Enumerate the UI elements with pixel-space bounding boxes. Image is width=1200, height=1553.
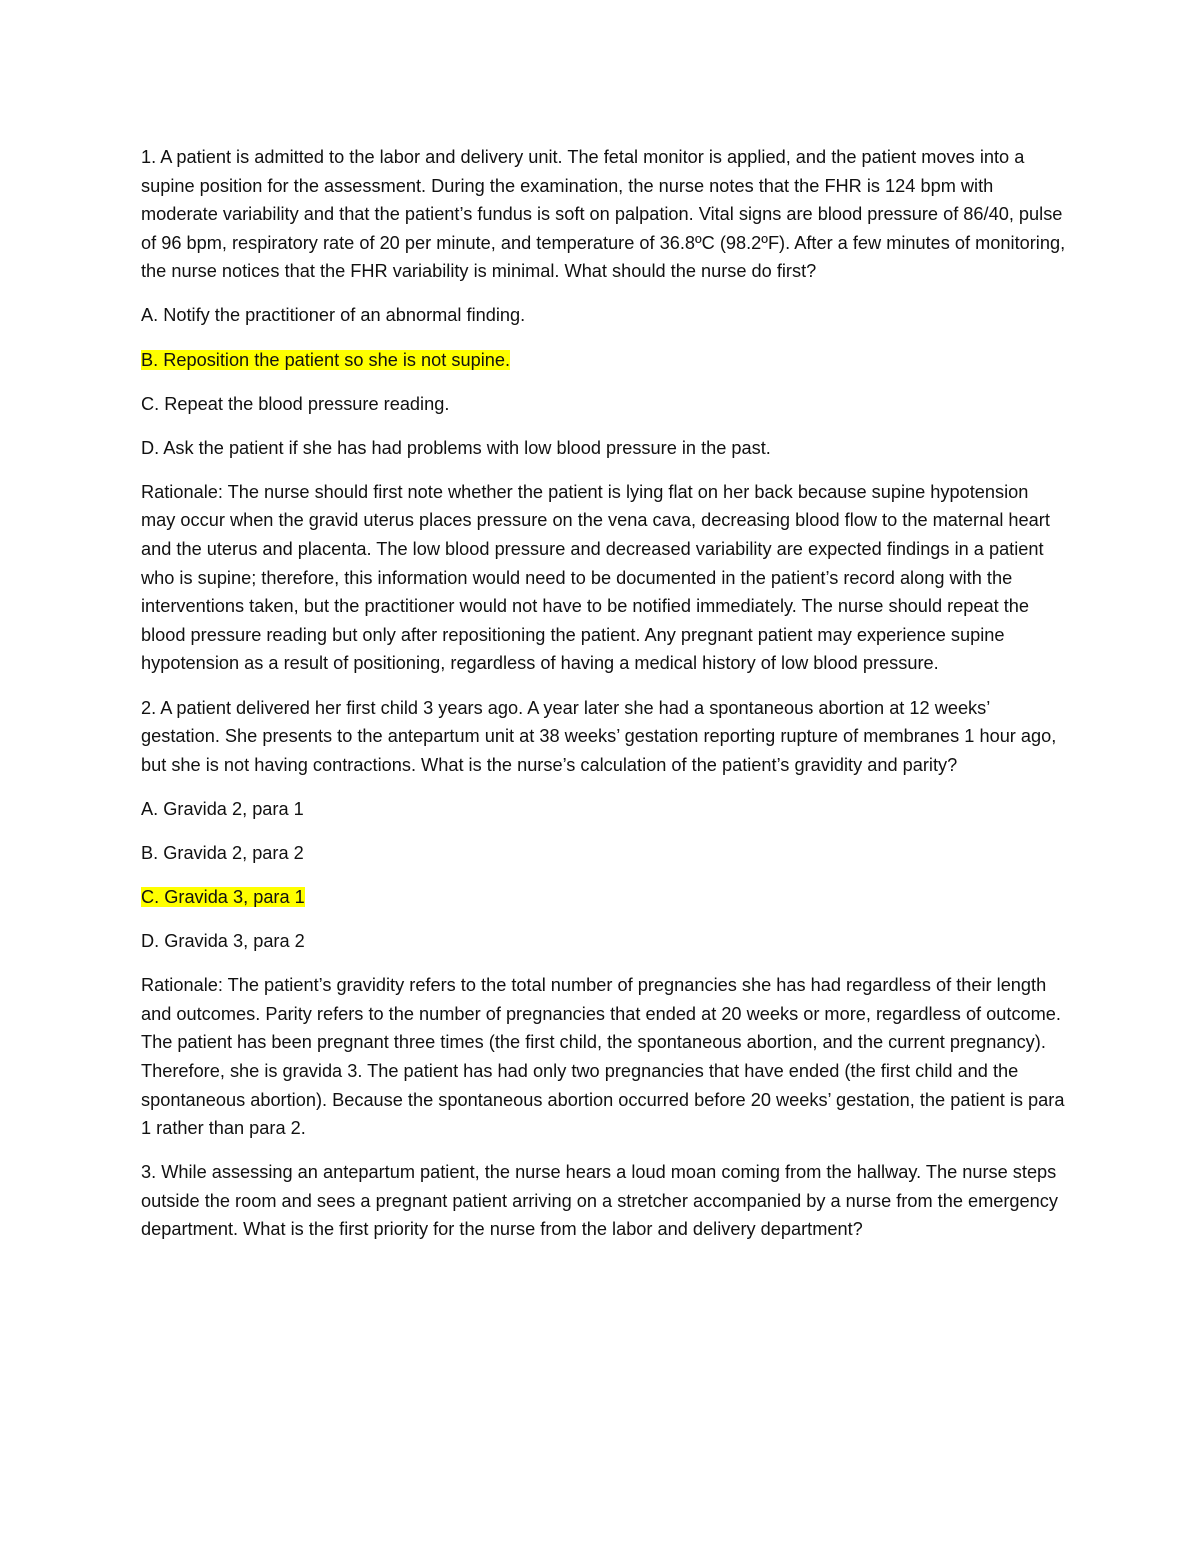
question-1-option-d — [141, 434, 1066, 463]
option-text: A. Notify the practitioner of an abnormal finding. — [141, 305, 526, 326]
option-text: A. Gravida 2, para 1 — [141, 798, 304, 819]
option-text: D. Gravida 3, para 2 — [141, 931, 305, 952]
highlighted-answer: C. Gravida 3, para 1 — [141, 886, 305, 907]
option-text: D. Ask the patient if she has had problems with low blood pressure in the past. — [141, 437, 771, 458]
option-text: C. Repeat the blood pressure reading. — [141, 393, 450, 414]
question-2-rationale: Rationale: The patient’s gravidity refers to the total number of pregnancies she has had regardless of their length and outcomes. Parity refers to the number of pregnancies that ended at 20 weeks or more, regardless of outcome. The patient has been pregnant three times (the first child, the spontaneous abortion, and the current pregnancy). Therefore, she is gravida 3. The patient has had only two pregnancies that have ended (the first child and the spontaneous abortion). Because the spontaneous abortion occurred before 20 weeks’ gestation, the patient is para 1 rather than para 2. — [141, 975, 1065, 1139]
question-1-option-b — [141, 346, 1066, 375]
option-text: B. Gravida 2, para 2 — [141, 842, 304, 863]
question-2-option-a — [141, 795, 1066, 824]
question-3-stem: 3. While assessing an antepartum patient, the nurse hears a loud moan coming from the hallway. The nurse steps outside the room and sees a pregnant patient arriving on a stretcher accompanied by a nurse from the emergency department. What is the first priority for the nurse from the labor and delivery department? — [141, 1162, 1058, 1240]
document-body — [141, 143, 1066, 1260]
question-2-option-b — [141, 839, 1066, 868]
question-1-option-c — [141, 390, 1066, 419]
question-2-option-d — [141, 927, 1066, 956]
question-2-option-c — [141, 883, 1066, 912]
highlighted-answer: B. Reposition the patient so she is not supine. — [141, 349, 511, 370]
question-1-stem: 1. A patient is admitted to the labor and delivery unit. The fetal monitor is applied, and the patient moves into a supine position for the assessment. During the examination, the nurse notes that the FHR is 124 bpm with moderate variability and that the patient’s fundus is soft on palpation. Vital signs are blood pressure of 86/40, pulse of 96 bpm, respiratory rate of 20 per minute, and temperature of 36.8ºC (98.2ºF). After a few minutes of monitoring, the nurse notices that the FHR variability is minimal. What should the nurse do first? — [141, 147, 1066, 282]
question-2-stem: 2. A patient delivered her first child 3 years ago. A year later she had a spontaneous abortion at 12 weeks’ gestation. She presents to the antepartum unit at 38 weeks’ gestation reporting rupture of membranes 1 hour ago, but she is not having contractions. What is the nurse’s calculation of the patient’s gravidity and parity? — [141, 697, 1057, 775]
question-1-rationale: Rationale: The nurse should first note whether the patient is lying flat on her back because supine hypotension may occur when the gravid uterus places pressure on the vena cava, decreasing blood flow to the maternal heart and the uterus and placenta. The low blood pressure and decreased variability are expected findings in a patient who is supine; therefore, this information would need to be documented in the patient’s record along with the interventions taken, but the practitioner would not have to be notified immediately. The nurse should repeat the blood pressure reading but only after repositioning the patient. Any pregnant patient may experience supine hypotension as a result of positioning, regardless of having a medical history of low blood pressure. — [141, 481, 1050, 674]
question-1-option-a — [141, 301, 1066, 330]
